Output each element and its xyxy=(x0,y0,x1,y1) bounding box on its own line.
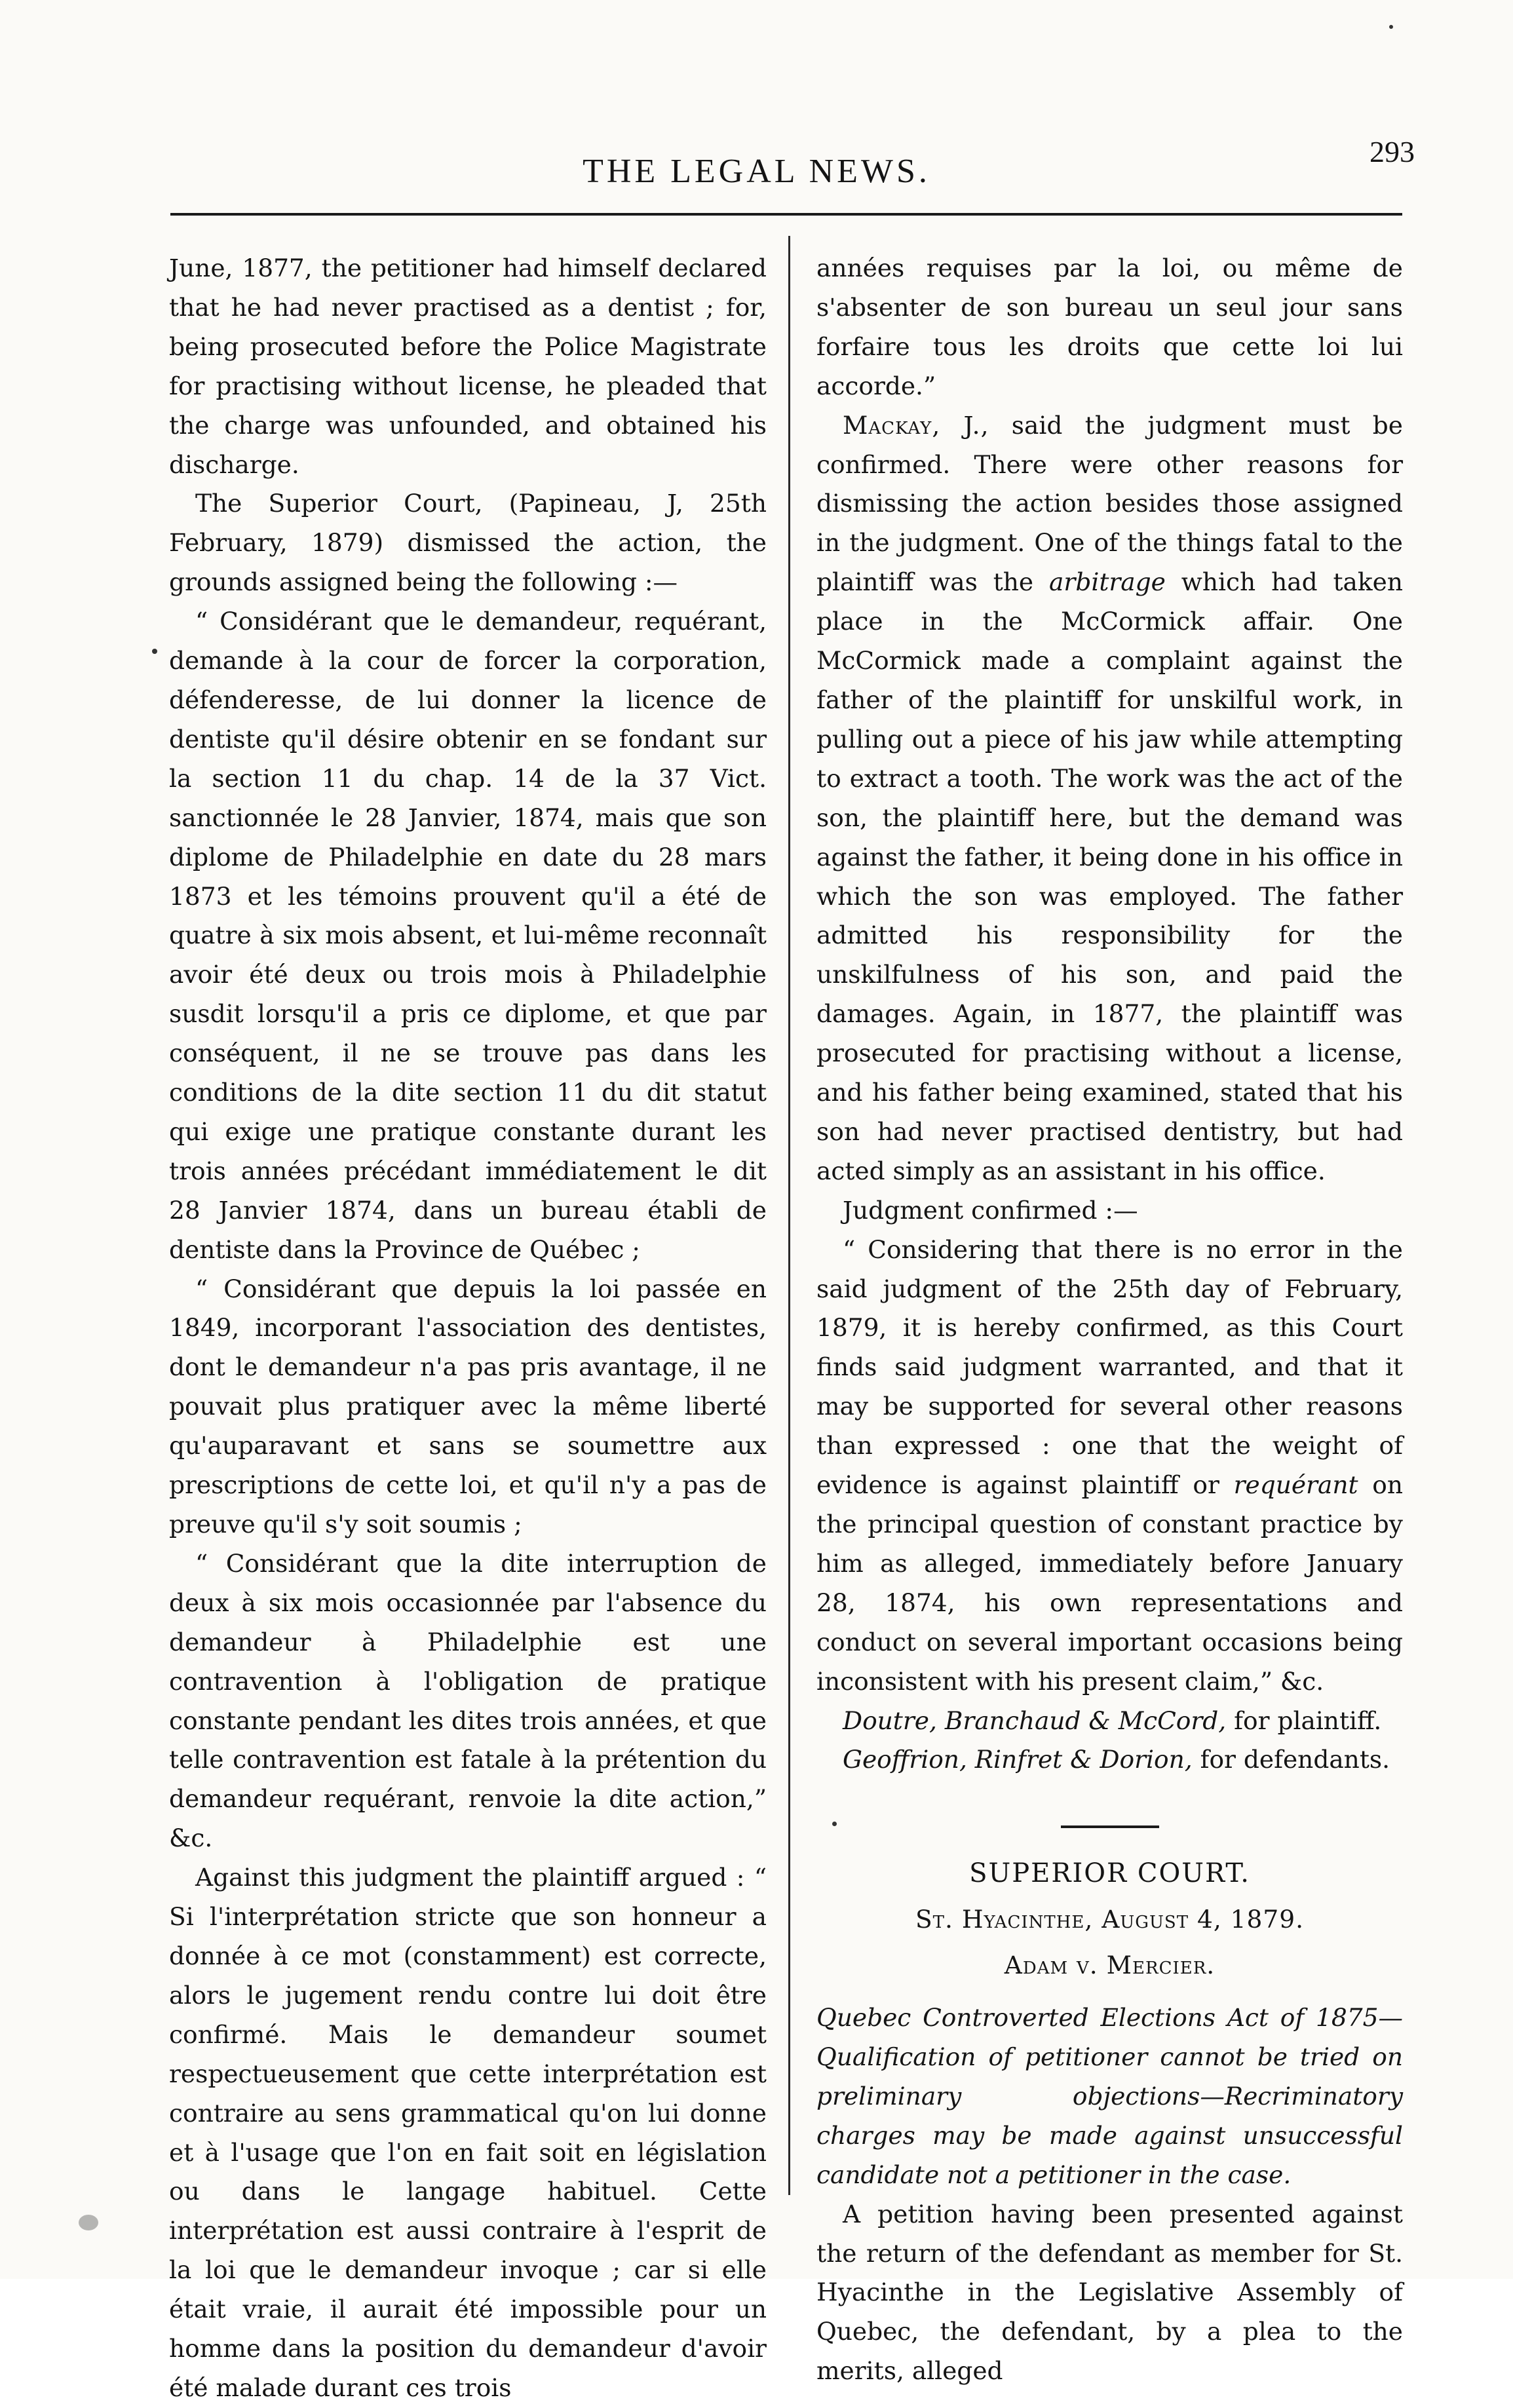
italic-term: requérant xyxy=(1233,1470,1358,1500)
paragraph: A petition having been presented against the return of the defendant as member for St. Hyacinthe in the Legislative Assembly of Quebec, the defendant, by a plea to the merits, alleged xyxy=(816,2199,1403,2386)
text-run: said the judgment must be confirmed. There were other reasons for dismissing the action besides those assigned in the judgment. One of the things fatal to the plaintiff was the xyxy=(816,410,1403,597)
quote-paragraph: “ Considérant que depuis la loi passée en 1849, incorporant l'association des dentistes, dont le demandeur n'a pas pris avantage, il ne pouvait plus pratiquer avec la même liberté qu'auparavant et sans se soumettre aux prescriptions de cette loi, et qu'il n'y a pas de preuve qu'il s'y soit soumis ; xyxy=(169,1274,767,1538)
counsel-role: for defendants. xyxy=(1192,1745,1390,1774)
court-heading: SUPERIOR COURT. xyxy=(969,1858,1250,1889)
headnote: Quebec Controverted Elections Act of 1875—Qualification of petitioner cannot be tried on preliminary objections—Recriminatory charges may be made against unsuccessful candidate not a petitioner in the case. xyxy=(816,2003,1403,2189)
running-header-title: THE LEGAL NEWS. xyxy=(583,153,930,190)
italic-term: arbitrage xyxy=(1049,567,1166,597)
counsel-role: for plaintiff. xyxy=(1226,1706,1382,1735)
case-name: Adam v. Mercier. xyxy=(1004,1951,1216,1980)
page-number: 293 xyxy=(1369,135,1415,168)
judgment-quote xyxy=(816,1231,1403,1702)
counsel-line xyxy=(816,1702,1403,1741)
quote-paragraph: “ Considérant que le demandeur, requérant, demande à la cour de forcer la corporation, défenderesse, de lui donner la licence de dentiste qu'il désire obtenir en se fondant sur la section 11 du chap. 14 de la 37 Vict. sanctionnée le 28 Janvier, 1874, mais que son diplome de Philadelphie en date du 28 mars 1873 et les témoins prouvent qu'il a été de quatre à six mois absent, et lui-même reconnaît avoir été deux ou trois mois à Philadelphie susdit lorsqu'il a pris ce diplome, et que par conséquent, il ne se trouve pas dans les conditions de la dite section 11 du dit statut qui exige une pratique constante durant les trois années précédant immédiatement le dit 28 Janvier 1874, dans un bureau établi de dentiste dans la Province de Québec ; xyxy=(169,607,767,1264)
scan-speck xyxy=(1389,25,1393,29)
place-date: St. Hyacinthe, August 4, 1879. xyxy=(915,1905,1305,1934)
counsel-names: Geoffrion, Rinfret & Dorion, xyxy=(843,1745,1193,1774)
text-run: “ Considering that there is no error in the said judgment of the 25th day of February, 1879, it is hereby confirmed, as this Court finds said judgment warranted, and that it may be supported for several other reasons than expressed : one that the weight of evidence is against plaintiff or xyxy=(816,1234,1403,1500)
paragraph: Judgment confirmed :— xyxy=(843,1195,1138,1225)
scan-speck xyxy=(832,1822,837,1826)
header-rule xyxy=(170,213,1402,216)
counsel-names: Doutre, Branchaud & McCord, xyxy=(843,1706,1227,1735)
scan-speck xyxy=(152,649,157,654)
text-run: which had taken place in the McCormick affair. One McCormick made a complaint against the father of the plaintiff for unskilful work, in pulling out a piece of his jaw while attempting to extract a tooth. The work was the act of the son, the plaintiff here, but the demand was against the father, it being done in his office in which the son was employed. The father admitted his responsibility for the unskilfulness of his son, and paid the damages. Again, in 1877, the plaintiff was prosecuted for practising without a license, and his father being examined, stated that his son had never practised dentistry, but had acted simply as an assistant in his office. xyxy=(816,567,1403,1185)
text-run: on the principal question of constant practice by him as alleged, immediately before January 28, 1874, his own representations and conduct on several important occasions being inconsistent with his present claim,” &c. xyxy=(816,1470,1403,1696)
counsel-line xyxy=(816,1740,1403,1780)
left-column xyxy=(169,249,767,2408)
right-column xyxy=(816,249,1403,2391)
column-divider xyxy=(788,236,790,2195)
judge-name: Mackay, J., xyxy=(843,410,989,440)
paragraph: Against this judgment the plaintiff argued : “ Si l'interprétation stricte que son honneur a donnée à ce mot (constamment) est correcte, alors le jugement rendu contre lui doit être confirmé. Mais le demandeur soumet respectueusement que cette interprétation est contraire au sens grammatical qu'on lui donne et à l'usage que l'on en fait soit en législation ou dans le langage habituel. Cette interprétation est aussi contraire à l'esprit de la loi que le demandeur invoque ; car si elle était vraie, il aurait été impossible pour un homme dans la position du demandeur d'avoir été malade durant ces trois xyxy=(169,1863,767,2402)
paragraph: June, 1877, the petitioner had himself declared that he had never practised as a dentist ; for, being prosecuted before the Police Magistrate for practising without license, he pleaded that the charge was unfounded, and obtained his discharge. xyxy=(169,254,767,479)
section-rule xyxy=(1061,1825,1159,1828)
quote-paragraph: “ Considérant que la dite interruption de deux à six mois occasionnée par l'absence du demandeur à Philadelphie est une contravention à l'obligation de pratique constante pendant les dites trois années, et que telle contravention est fatale à la prétention du demandeur requérant, renvoie la dite action,” &c. xyxy=(169,1548,767,1853)
paragraph: années requises par la loi, ou même de s'absenter de son bureau un seul jour sans forfaire tous les droits que cette loi lui accorde.” xyxy=(816,254,1403,400)
paragraph: The Superior Court, (Papineau, J, 25th February, 1879) dismissed the action, the grounds assigned being the following :— xyxy=(169,489,767,597)
scan-speck xyxy=(79,2215,98,2230)
judge-opinion xyxy=(816,406,1403,1191)
